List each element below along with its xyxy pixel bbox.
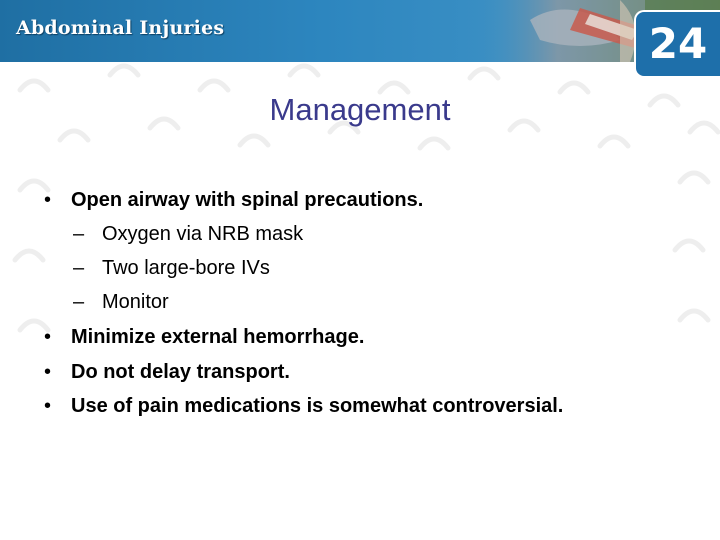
bullet-marker: • <box>44 395 52 417</box>
bullet-text: Use of pain medications is somewhat controversial. <box>71 395 564 417</box>
bullet-marker: • <box>44 361 52 383</box>
slide-title: Management <box>269 92 451 127</box>
sub-bullet-text: Monitor <box>102 291 169 313</box>
bullet-text: Minimize external hemorrhage. <box>71 326 365 348</box>
sub-bullet-text: Oxygen via NRB mask <box>102 223 304 245</box>
sub-bullet-marker: – <box>73 291 85 313</box>
sub-bullet-marker: – <box>73 223 85 245</box>
bullet-text: Do not delay transport. <box>71 361 290 383</box>
bullet-marker: • <box>44 189 52 211</box>
chapter-number: 24 <box>648 19 708 68</box>
chapter-number-badge <box>634 10 720 78</box>
bullet-marker: • <box>44 326 52 348</box>
bullet-text: Open airway with spinal precautions. <box>71 189 424 211</box>
sub-bullet-marker: – <box>73 257 85 279</box>
header-bar <box>0 0 720 62</box>
sub-bullet-text: Two large-bore IVs <box>102 257 270 279</box>
chapter-title: Abdominal Injuries <box>16 17 225 39</box>
